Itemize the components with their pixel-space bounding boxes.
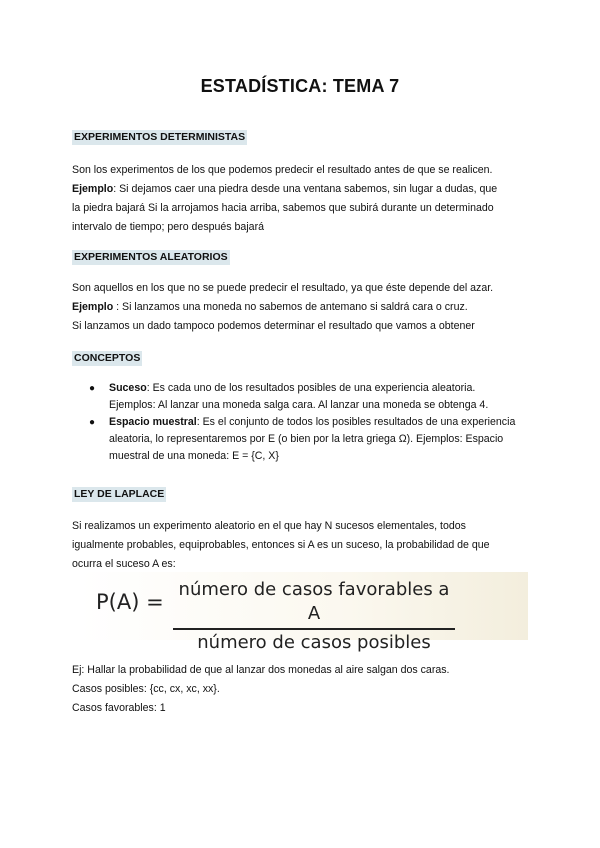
text-line: Son los experimentos de los que podemos predecir el resultado antes de que se realicen.: [72, 164, 493, 176]
term-text: : Es cada uno de los resultados posibles de una experiencia aleatoria.: [146, 382, 476, 394]
fraction-bar: [173, 628, 455, 630]
text-line: igualmente probables, equiprobables, entonces si A es un suceso, la probabilidad de que: [72, 539, 490, 551]
heading-conceptos: CONCEPTOS: [74, 352, 141, 364]
text-line: Ejemplos: Al lanzar una moneda salga cara. Al lanzar una moneda se obtenga 4.: [109, 399, 489, 411]
text-line: la piedra bajará Si la arrojamos hacia arriba, sabemos que subirá durante un determinado: [72, 202, 494, 214]
laplace-formula-image: [80, 572, 528, 653]
list-item: [72, 414, 542, 465]
page-title: ESTADÍSTICA: TEMA 7: [200, 76, 400, 96]
formula-denominator: número de casos posibles: [197, 631, 431, 653]
term-label: Espacio muestral: [109, 416, 197, 428]
example-label: Ejemplo: [72, 183, 114, 195]
term-label: Suceso: [109, 382, 147, 394]
text-line: Ej: Hallar la probabilidad de que al lanzar dos monedas al aire salgan dos caras.: [72, 664, 450, 676]
bullet-icon: ●: [89, 383, 96, 394]
paragraph-laplace: [72, 517, 532, 574]
example-label: Ejemplo: [72, 301, 114, 313]
paragraph-aleatorios: [72, 279, 532, 336]
text-line: [72, 298, 532, 317]
text-line: Casos favorables: 1: [72, 702, 166, 714]
text-line: muestral de una moneda: E = {C, X}: [109, 450, 279, 462]
example-text: : Si dejamos caer una piedra desde una ventana sabemos, sin lugar a dudas, que: [113, 183, 498, 195]
text-line: Si lanzamos un dado tampoco podemos determinar el resultado que vamos a obtener: [72, 320, 475, 332]
formula-numerator: número de casos favorables a A: [178, 579, 450, 624]
text-line: [109, 380, 542, 397]
list-item: [72, 380, 542, 414]
text-line: Son aquellos en los que no se puede predecir el resultado, ya que éste depende del azar.: [72, 282, 494, 294]
paragraph-example: [72, 661, 532, 718]
text-line: [109, 414, 542, 431]
term-text: : Es el conjunto de todos los posibles resultados de una experiencia: [196, 416, 516, 428]
text-line: Casos posibles: {cc, cx, xc, xx}.: [72, 683, 220, 695]
heading-laplace: LEY DE LAPLACE: [74, 488, 165, 500]
text-line: intervalo de tiempo; pero después bajará: [72, 221, 264, 233]
bullet-icon: ●: [89, 417, 96, 428]
example-text: : Si lanzamos una moneda no sabemos de antemano si saldrá cara o cruz.: [113, 301, 468, 313]
formula-fraction: [173, 578, 455, 654]
text-line: [72, 180, 532, 199]
text-line: Si realizamos un experimento aleatorio en el que hay N sucesos elementales, todos: [72, 520, 466, 532]
heading-aleatorios: EXPERIMENTOS ALEATORIOS: [74, 251, 228, 263]
text-line: ocurra el suceso A es:: [72, 558, 176, 570]
text-line: aleatoria, lo representaremos por E (o bien por la letra griega Ω). Ejemplos: Espacio: [109, 433, 504, 445]
formula-lhs: P(A) =: [96, 590, 164, 614]
paragraph-deterministas: [72, 161, 532, 237]
bullet-list: [72, 380, 542, 465]
heading-deterministas: EXPERIMENTOS DETERMINISTAS: [74, 131, 246, 143]
